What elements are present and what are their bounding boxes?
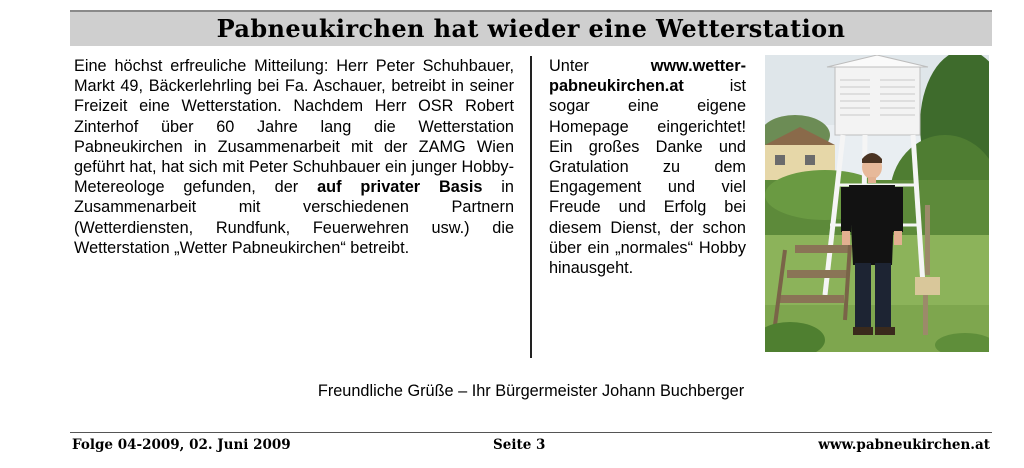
article-left-column	[74, 56, 514, 258]
closing-greeting: Freundliche Grüße – Ihr Bürgermeister Johann Buchberger	[317, 382, 745, 400]
article-title-bar	[70, 10, 992, 46]
footer-website: www.pabneukirchen.at	[818, 437, 990, 453]
weather-station-photo	[765, 55, 989, 352]
footer-divider	[70, 432, 992, 433]
right-column-paragraph	[549, 56, 746, 278]
right-text-part-1: Unter	[549, 57, 651, 75]
left-text-part-2: in Zusammenarbeit mit verschiedenen Partnern (Wetterdiensten, Rundfunk, Feuerwehren usw.) die Wetterstation „Wetter Pabneukirchen“ betreibt.	[74, 178, 514, 257]
footer-issue: Folge 04-2009, 02. Juni 2009	[72, 437, 291, 453]
left-text-bold: auf privater Basis	[317, 178, 483, 197]
article-right-column	[549, 56, 746, 278]
article-title: Pabneukirchen hat wieder eine Wetterstation	[216, 14, 846, 43]
left-column-paragraph	[74, 56, 514, 258]
homepage-url: www.wetter-pabneukirchen.at	[549, 57, 746, 96]
column-divider	[530, 56, 532, 358]
left-text-part-1: Eine höchst erfreuliche Mitteilung: Herr Peter Schuhbauer, Markt 49, Bäckerlehrling bei Fa. Aschauer, betreibt in seiner Freizeit eine Wetterstation. Nachdem Herr OSR Robert Zinterhof über 60 Jahre lang die Wetterstation Pabneukirchen in Zusammenarbeit mit der ZAMG Wien geführt hat, hat sich mit Peter Schuhbauer ein junger Hobby-Metereologe gefunden, der	[74, 57, 514, 197]
footer-page-number: Seite 3	[493, 437, 546, 453]
right-text-part-2: ist sogar eine eigene Homepage eingerichtet! Ein großes Danke und Gratulation zu dem Engagement und viel Freude und Erfolg bei diesem Dienst, der schon über ein „normales“ Hobby hinausgeht.	[549, 77, 746, 278]
